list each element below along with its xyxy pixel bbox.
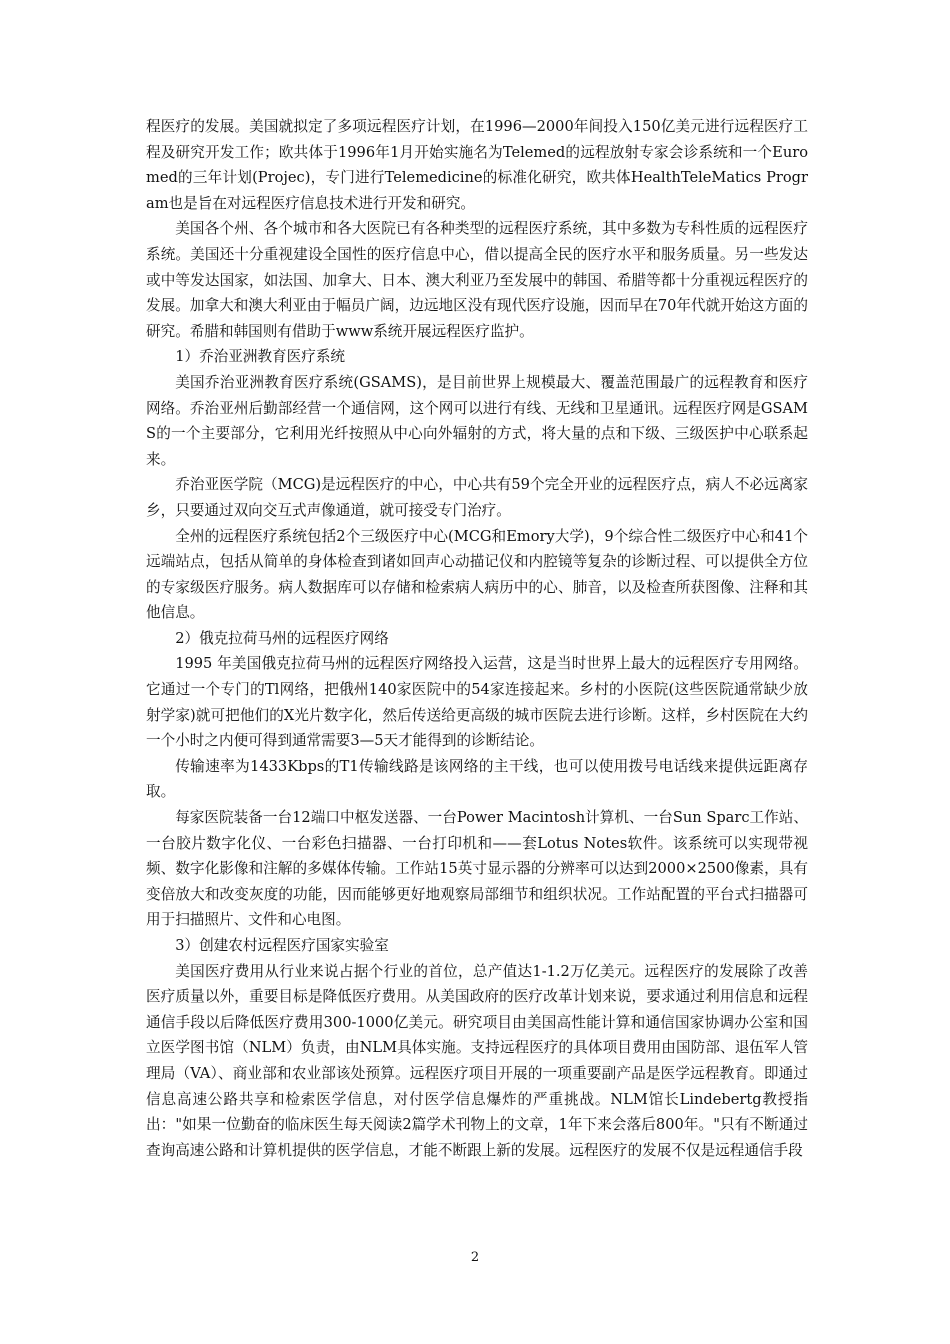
document-body	[146, 114, 808, 1163]
paragraph-t1-line: 传输速率为1433Kbps的T1传输线路是该网络的主干线，也可以使用拨号电话线来提供远距离存取。	[146, 757, 808, 801]
paragraph-intro-continuation: 程医疗的发展。美国就拟定了多项远程医疗计划，在1996—2000年间投入150亿美元进行远程医疗工程及研究开发工作；欧共体于1996年1月开始实施名为Telemed的远程放射专家会诊系统和一个Euromed的三年计划(Projec)，专门进行Telemedicine的标准化研究，欧共体HealthTeleMatics Program也是旨在对远程医疗信息技术进行开发和研究。	[146, 118, 808, 212]
section-heading-oklahoma: 2）俄克拉荷马州的远程医疗网络	[175, 629, 389, 647]
paragraph-us-telemedicine-overview: 美国各个州、各个城市和各大医院已有各种类型的远程医疗系统，其中多数为专科性质的远程医疗系统。美国还十分重视建设全国性的医疗信息中心，借以提高全民的医疗水平和服务质量。另一些发达或中等发达国家，如法国、加拿大、日本、澳大利亚乃至发展中的韩国、希腊等都十分重视远程医疗的发展。加拿大和澳大利亚由于幅员广阔，边远地区没有现代医疗设施，因而早在70年代就开始这方面的研究。希腊和韩国则有借助于www系统开展远程医疗监护。	[146, 220, 808, 340]
paragraph-gsams: 美国乔治亚洲教育医疗系统(GSAMS)，是目前世界上规模最大、覆盖范围最广的远程教育和医疗网络。乔治亚州后勤部经营一个通信网，这个网可以进行有线、无线和卫星通讯。远程医疗网是GSAMS的一个主要部分，它利用光纤按照从中心向外辐射的方式，将大量的点和下级、三级医护中心联系起来。	[146, 373, 808, 468]
paragraph-mcg: 乔治亚医学院（MCG)是远程医疗的中心，中心共有59个完全开业的远程医疗点，病人不必远离家乡，只要通过双向交互式声像通道，就可接受专门治疗。	[146, 476, 808, 519]
section-heading-rural-lab: 3）创建农村远程医疗国家实验室	[175, 937, 389, 954]
page-number: 2	[470, 1250, 480, 1265]
paragraph-hospital-equipment: 每家医院装备一台12端口中枢发送器、一台Power Macintosh计算机、一台Sun Sparc工作站、一台胶片数字化仪、一台彩色扫描器、一台打印机和——套Lotus Notes软件。该系统可以实现带视频、数字化影像和注解的多媒体传输。工作站15英寸显示器的分辨率可以达到2000×2500像素，具有变倍放大和改变灰度的功能，因而能够更好地观察局部细节和组织状况。工作站配置的平台式扫描器可用于扫描照片、文件和心电图。	[146, 809, 808, 929]
section-heading-georgia: 1）乔治亚洲教育医疗系统	[175, 348, 346, 366]
paragraph-medical-costs: 美国医疗费用从行业来说占据个行业的首位，总产值达1-1.2万亿美元。远程医疗的发展除了改善医疗质量以外，重要目标是降低医疗费用。从美国政府的医疗改革计划来说，要求通过利用信息和远程通信手段以后降低医疗费用300-1000亿美元。研究项目由美国高性能计算和通信国家协调办公室和国立医学图书馆（NLM）负责，由NLM具体实施。支持远程医疗的具体项目费用由国防部、退伍军人管理局（VA）、商业部和农业部该处预算。远程医疗项目开展的一项重要副产品是医学远程教育。即通过信息高速公路共享和检索医学信息，对付医学信息爆炸的严重挑战。NLM馆长Lindebertg教授指出："如果一位勤奋的临床医生每天阅读2篇学术刊物上的文章，1年下来会落后800年。"只有不断通过查询高速公路和计算机提供的医学信息，才能不断跟上新的发展。远程医疗的发展不仅是远程通信手段	[146, 962, 808, 1159]
paragraph-oklahoma-network: 1995 年美国俄克拉荷马州的远程医疗网络投入运营，这是当时世界上最大的远程医疗专用网络。它通过一个专门的Tl网络，把俄州140家医院中的54家连接起来。乡村的小医院(这些医院通常缺少放射学家)就可把他们的X光片数字化，然后传送给更高级的城市医院去进行诊断。这样，乡村医院在大约一个小时之内便可得到通常需要3—5天才能得到的诊断结论。	[146, 655, 808, 750]
paragraph-statewide-system: 全州的远程医疗系统包括2个三级医疗中心(MCG和Emory大学)，9个综合性二级医疗中心和41个远端站点，包括从简单的身体检查到诸如回声心动描记仪和内腔镜等复杂的诊断过程、可以提供全方位的专家级医疗服务。病人数据库可以存储和检索病人病历中的心、肺音，以及检查所获图像、注释和其他信息。	[146, 527, 808, 622]
